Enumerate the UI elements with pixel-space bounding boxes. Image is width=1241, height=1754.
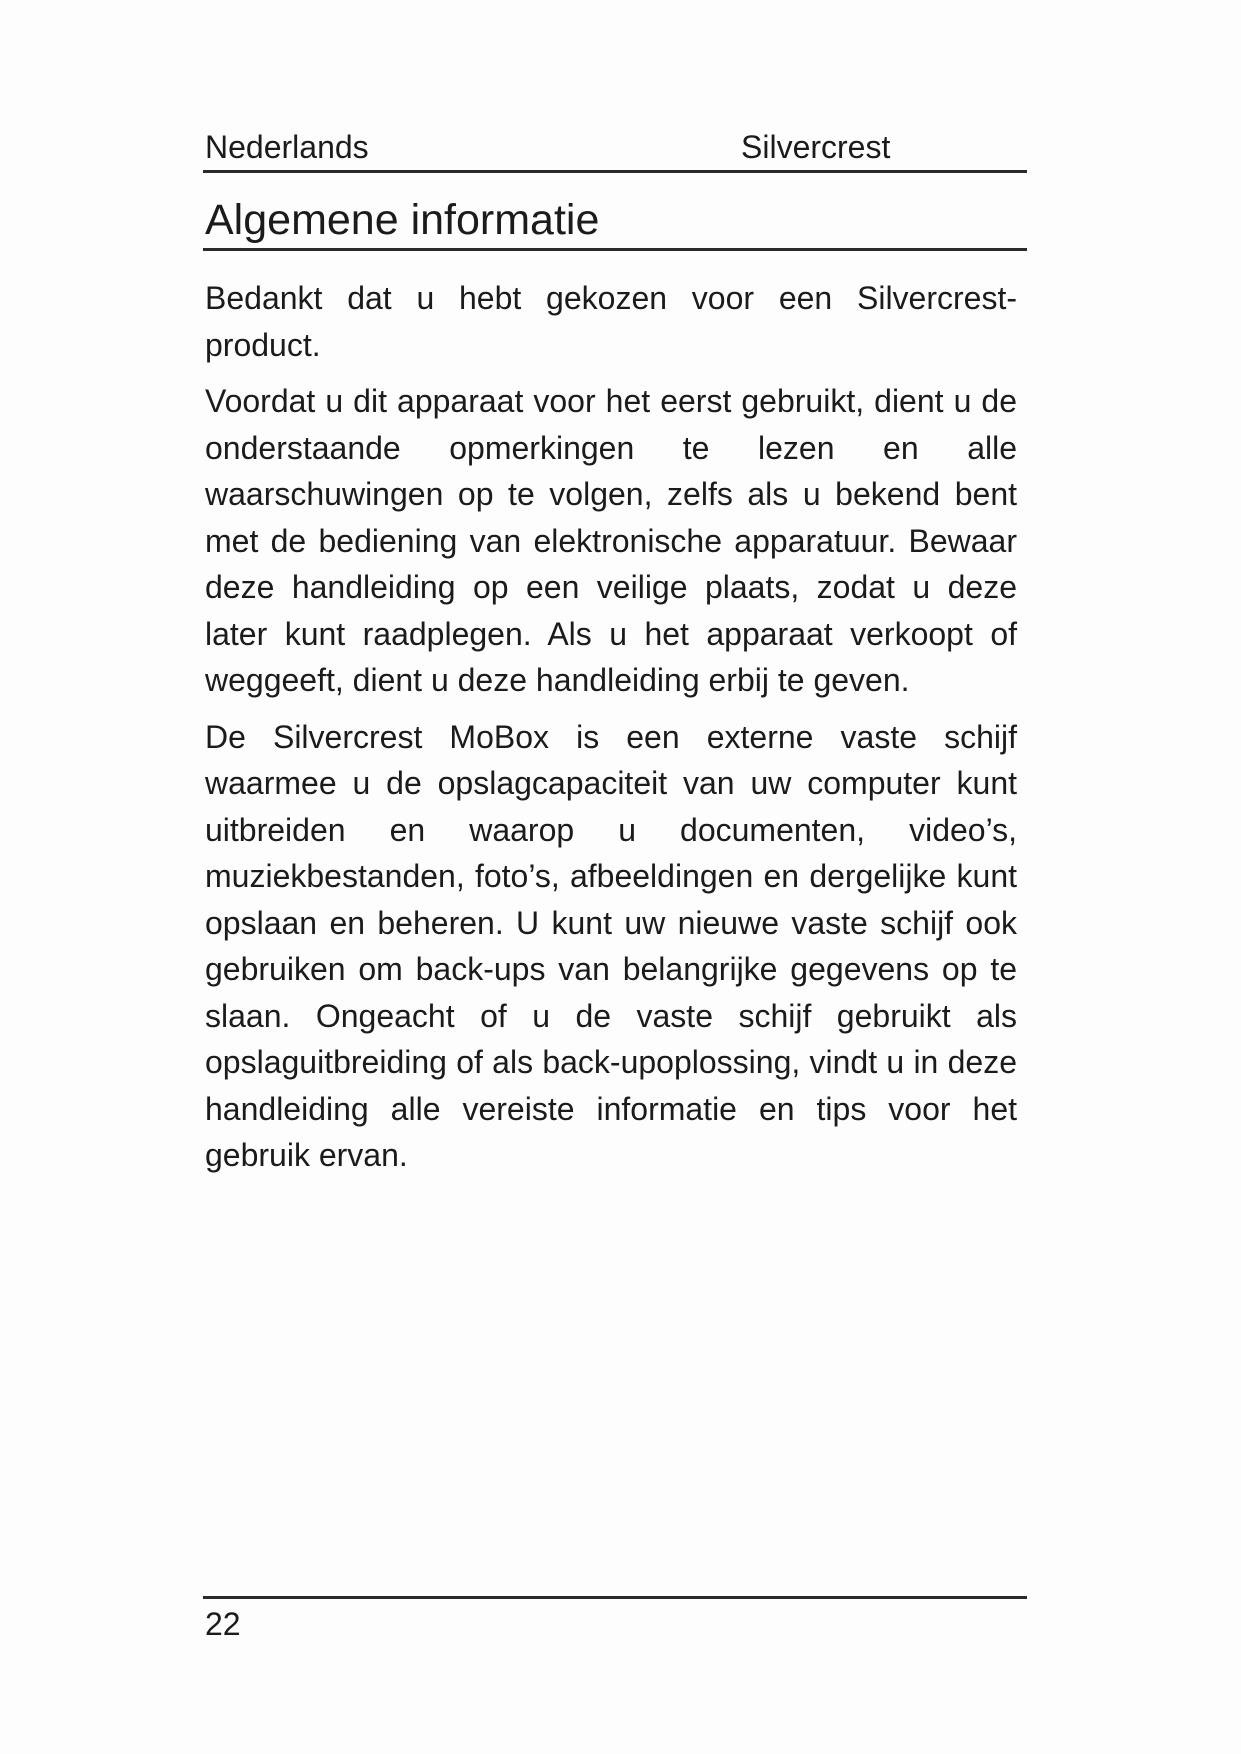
page-footer — [203, 1596, 1027, 1642]
section-heading — [203, 196, 1027, 251]
header-language: Nederlands — [205, 129, 369, 165]
paragraph-intro: Bedankt dat u hebt gekozen voor een Silvercrest-product. — [205, 280, 1017, 363]
section-title: Algemene informatie — [205, 196, 600, 244]
page-header — [203, 128, 1027, 173]
header-brand: Silvercrest — [741, 129, 891, 165]
paragraph-product-description: De Silvercrest MoBox is een externe vaste schijf waarmee u de opslagcapaciteit van uw computer kunt uitbreiden en waarop u documenten, video’s, muziekbestanden, foto’s, afbeeldingen en dergelijke kunt opslaan en beheren. U kunt uw nieuwe vaste schijf ook gebruiken om back-ups van belangrijke gegevens op te slaan. Ongeacht of u de vaste schijf gebruikt als opslaguitbreiding of als back-upoplossing, vindt u in deze handleiding alle vereiste informatie en tips voor het gebruik ervan. — [205, 718, 1017, 1173]
body-text — [205, 275, 1017, 1189]
paragraph-instructions: Voordat u dit apparaat voor het eerst gebruikt, dient u de onderstaande opmerkingen te lezen en alle waarschuwingen op te volgen, zelfs als u bekend bent met de bediening van elektronische apparatuur. Bewaar deze handleiding op een veilige plaats, zodat u deze later kunt raadplegen. Als u het apparaat verkoopt of weggeeft, dient u deze handleiding erbij te geven. — [205, 383, 1017, 698]
page-number: 22 — [205, 1606, 241, 1642]
